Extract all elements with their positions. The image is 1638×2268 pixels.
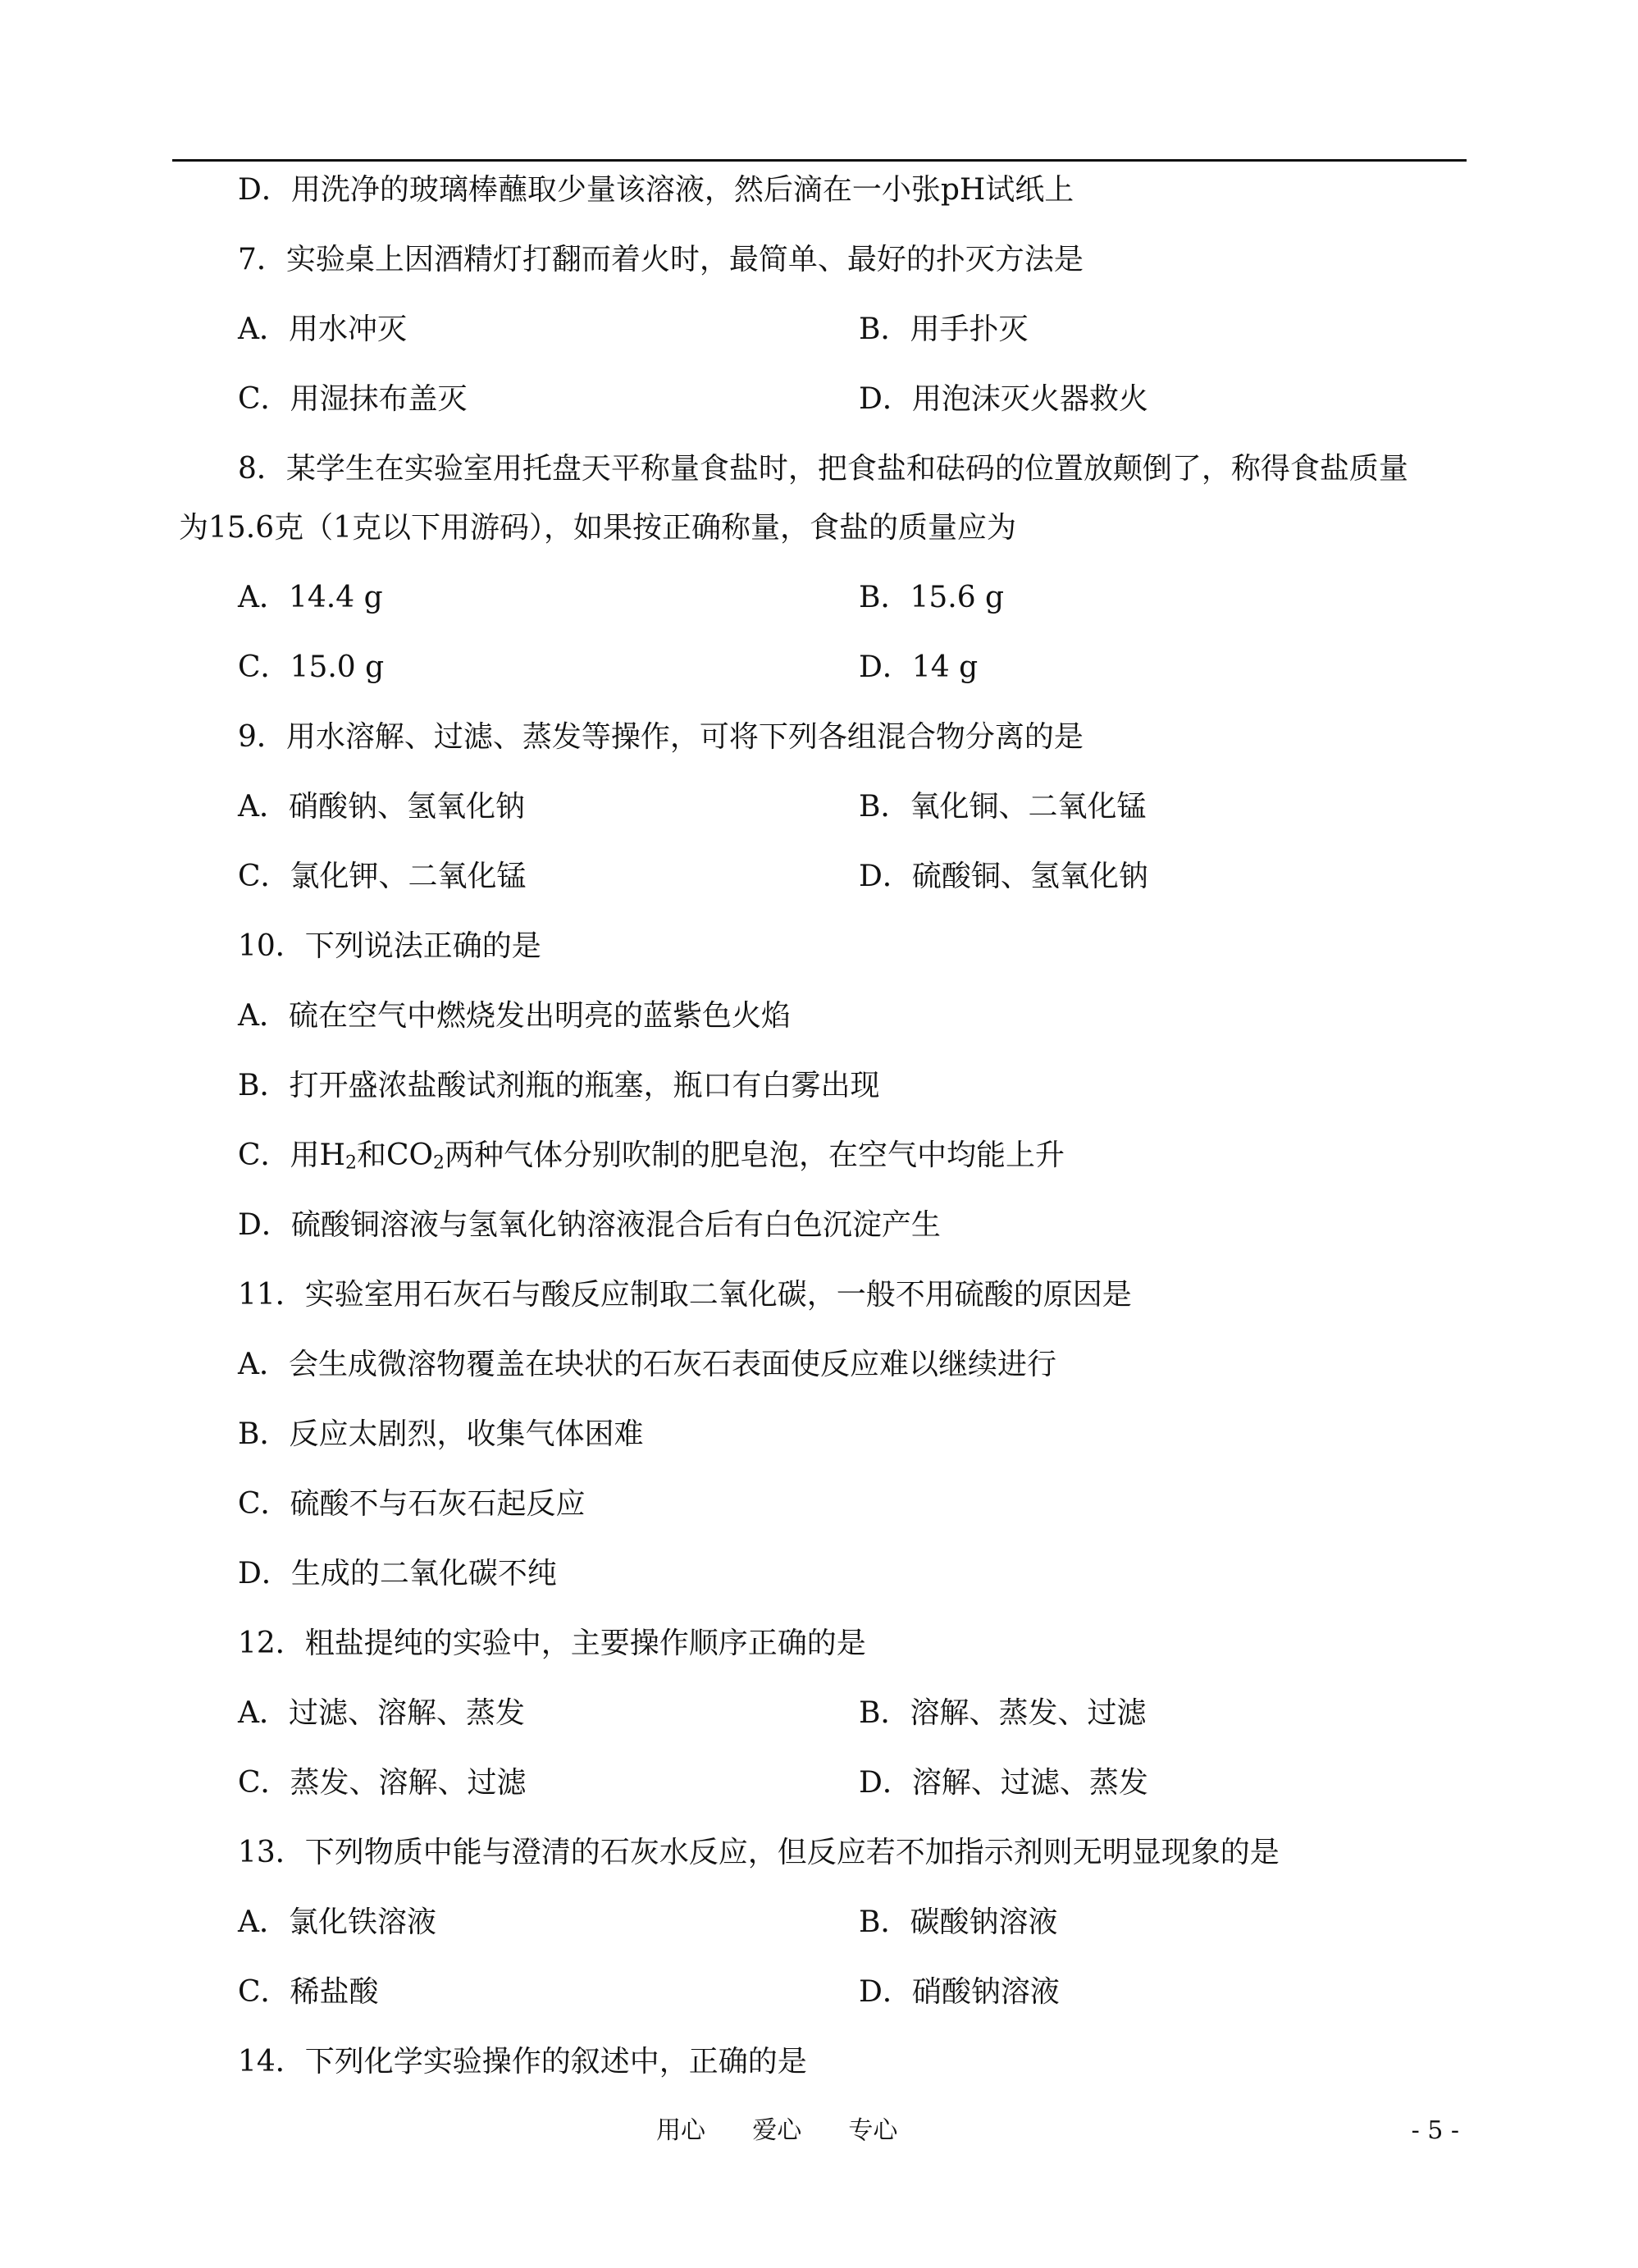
q12-option-b: B．溶解、蒸发、过滤 bbox=[859, 1696, 1147, 1730]
q7-option-b: B．用手扑灭 bbox=[859, 313, 1029, 346]
q8-option-b: B．15.6 g bbox=[859, 581, 1005, 614]
q8-stem-continued: 为15.6克（1克以下用游码），如果按正确称量，食盐的质量应为 bbox=[179, 511, 1017, 545]
q14-stem: 14．下列化学实验操作的叙述中，正确的是 bbox=[238, 2045, 807, 2079]
q8-option-c: C．15.0 g bbox=[238, 650, 385, 684]
q9-stem: 9．用水溶解、过滤、蒸发等操作，可将下列各组混合物分离的是 bbox=[238, 720, 1084, 754]
formula-hydrogen: H bbox=[319, 1139, 345, 1172]
footer-motto: 用心 爱心 专心 bbox=[656, 2116, 898, 2145]
q11-option-c: C．硫酸不与石灰石起反应 bbox=[238, 1487, 586, 1521]
q9-option-c: C．氯化钾、二氧化锰 bbox=[238, 860, 527, 893]
formula-hydrogen-subscript: 2 bbox=[344, 1152, 357, 1174]
header-rule bbox=[172, 159, 1467, 162]
q12-stem: 12．粗盐提纯的实验中，主要操作顺序正确的是 bbox=[238, 1627, 866, 1660]
page-number: - 5 - bbox=[1411, 2116, 1459, 2145]
q12-option-d: D．溶解、过滤、蒸发 bbox=[859, 1766, 1148, 1800]
q8-stem: 8．某学生在实验室用托盘天平称量食盐时，把食盐和砝码的位置放颠倒了，称得食盐质量 bbox=[238, 452, 1408, 486]
formula-carbon-dioxide-subscript: 2 bbox=[433, 1152, 445, 1174]
q9-option-a: A．硝酸钠、氢氧化钠 bbox=[238, 790, 525, 824]
q13-option-a: A．氯化铁溶液 bbox=[238, 1905, 436, 1939]
q10-option-c bbox=[238, 1138, 1065, 1174]
q13-stem: 13．下列物质中能与澄清的石灰水反应，但反应若不加指示剂则无明显现象的是 bbox=[238, 1836, 1280, 1869]
q7-stem: 7．实验桌上因酒精灯打翻而着火时，最简单、最好的扑灭方法是 bbox=[238, 243, 1084, 276]
q11-stem: 11．实验室用石灰石与酸反应制取二氧化碳，一般不用硫酸的原因是 bbox=[238, 1278, 1132, 1312]
q13-option-d: D．硝酸钠溶液 bbox=[859, 1975, 1060, 2009]
q7-option-c: C．用湿抹布盖灭 bbox=[238, 382, 468, 416]
q9-option-b: B．氧化铜、二氧化锰 bbox=[859, 790, 1147, 824]
q10-option-c-prefix: C．用 bbox=[238, 1139, 320, 1172]
q10-option-d: D．硫酸铜溶液与氢氧化钠溶液混合后有白色沉淀产生 bbox=[238, 1208, 941, 1242]
q11-option-a: A．会生成微溶物覆盖在块状的石灰石表面使反应难以继续进行 bbox=[238, 1348, 1056, 1381]
q10-option-a: A．硫在空气中燃烧发出明亮的蓝紫色火焰 bbox=[238, 999, 791, 1033]
q8-option-a: A．14.4 g bbox=[238, 581, 383, 614]
q11-option-b: B．反应太剧烈，收集气体困难 bbox=[238, 1417, 644, 1451]
q13-option-b: B．碳酸钠溶液 bbox=[859, 1905, 1058, 1939]
q11-option-d: D．生成的二氧化碳不纯 bbox=[238, 1557, 557, 1590]
q7-option-a: A．用水冲灭 bbox=[238, 313, 407, 346]
q10-stem: 10．下列说法正确的是 bbox=[238, 929, 541, 963]
q8-option-d: D．14 g bbox=[859, 650, 979, 684]
q13-option-c: C．稀盐酸 bbox=[238, 1975, 379, 2009]
q9-option-d: D．硫酸铜、氢氧化钠 bbox=[859, 860, 1148, 893]
q10-option-b: B．打开盛浓盐酸试剂瓶的瓶塞，瓶口有白雾出现 bbox=[238, 1069, 880, 1102]
formula-carbon-dioxide: CO bbox=[386, 1139, 434, 1172]
q12-option-c: C．蒸发、溶解、过滤 bbox=[238, 1766, 527, 1800]
q10-option-c-and: 和 bbox=[356, 1139, 386, 1172]
q6-option-d: D．用洗净的玻璃棒蘸取少量该溶液，然后滴在一小张pH试纸上 bbox=[238, 173, 1075, 207]
q12-option-a: A．过滤、溶解、蒸发 bbox=[238, 1696, 525, 1730]
q7-option-d: D．用泡沫灭火器救火 bbox=[859, 382, 1148, 416]
q10-option-c-suffix: 两种气体分别吹制的肥皂泡，在空气中均能上升 bbox=[445, 1139, 1065, 1172]
